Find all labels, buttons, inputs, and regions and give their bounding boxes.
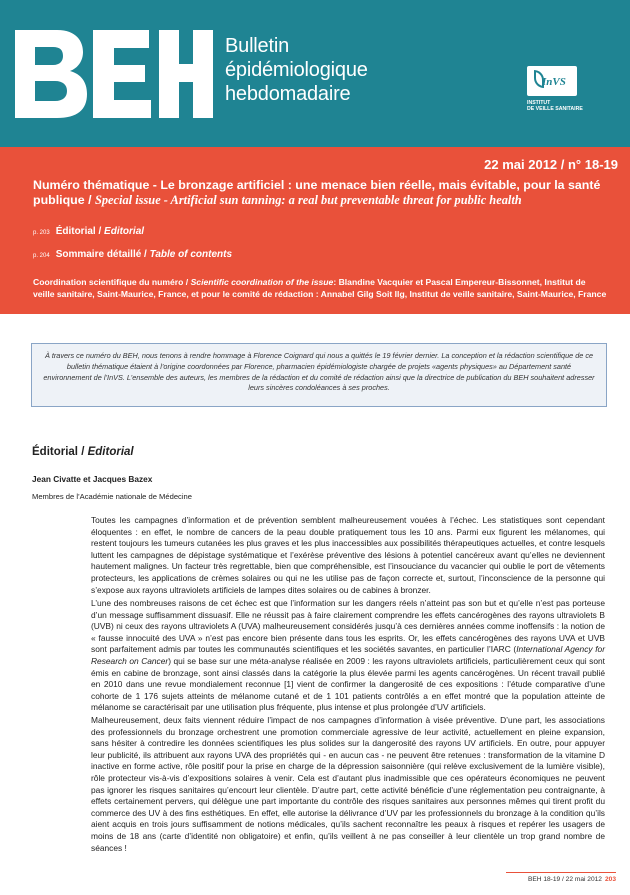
iarc-expansion: International Agency for Research on Cancer <box>91 644 605 666</box>
coord-fr-label: Coordination scientifique du numéro <box>33 277 184 287</box>
toc-item-summary[interactable]: p. 204 Sommaire détaillé / Table of contents <box>33 249 233 260</box>
toc-fr: Éditorial <box>55 226 96 237</box>
title-line-2: épidémiologique <box>225 59 368 81</box>
title-line-3: hebdomadaire <box>225 83 351 105</box>
footer-reference: BEH 18-19 / 22 mai 2012 <box>527 876 602 883</box>
coord-text: : Blandine Vacquier et Pascal Empereur-Bissonnet, Institut de veille sanitaire, Saint-Maurice, France, et pour le comité de rédaction : Annabel Gilg Soit Ilg, Institut de veille sanitaire, Saint-Maurice, France <box>33 277 607 299</box>
editorial-title-fr: Éditorial <box>32 446 79 458</box>
invs-caption-1: INSTITUT <box>527 100 551 106</box>
toc-en: Editorial <box>104 226 145 237</box>
editorial-paragraph-3: Malheureusement, deux faits viennent réduire l’impact de nos campagnes d’information à visée préventive. D’une part, les associations des professionnels du bronzage orchestrent une promotion commerciale agressive de leur activité, actuellement en pleine expansion, sans hésiter à contredire les données scientifiques les plus solides sur la dangerosité des rayons UV artificiels. En outre, pour appuyer leur publicité, ils attribuent aux rayons UVA des propriétés qui - en aucun cas - ne peuvent être retenues : transformation de la vitamine D inactive en forme active, rôle positif pour la prise en charge de la dépression saisonnière (qui relève exclusivement de la lumière visible), rôle protecteur vis-à-vis d’expositions solaires à venir. Cela est d’autant plus inadmissible que ces opérateurs économiques ne peuvent pas ignorer les risques sanitaires qu’encourt leur clientèle. D’autre part, cette activité bénéficie d’une réglementation peu contraignante, à effets certainement pervers, qui délègue une part importante du contrôle des risques sanitaires aux personnes mêmes qui tirent profit du commerce des UV à des fins esthétiques. En effet, elle autorise la délivrance d’UV par les professionnels du bronzage à la condition qu’ils aient acquis en trois jours suffisamment de notions médicales, qu’ils sachent reconnaître les peaux à risques et repérer les usagers de moins de 18 ans (carte d’identité non obligatoire) et enfin, qu’ils veillent à ne pas conseiller à leur clientèle un trop grand nombre de séances ! <box>91 715 605 853</box>
editorial-affiliation: Membres de l’Académie nationale de Médecine <box>32 492 192 501</box>
invs-logo-text: InVS <box>542 76 566 88</box>
page-footer <box>528 876 616 883</box>
editorial-paragraph-2 <box>91 598 605 714</box>
editorial-paragraph-1: Toutes les campagnes d’information et de prévention semblent malheureusement vouées à l’échec. Les statistiques sont cependant éloquentes : en effet, le nombre de cancers de la peau double pratiquement tous les 10 ans. Parmi eux figurent les mélanomes, qui restent toujours les tumeurs cutanées les plus graves et les plus inaccessibles aux possibilités thérapeutiques actuelles, et contre lesquels luttent les campagnes de dépistage systématique et l’exérèse préventive des lésions à potentiel cancéreux avant qu’elles ne deviennent hautement malignes. Un facteur très regrettable, bien que compréhensible, est l’insouciance du vacancier qui oublie le port de vêtements protecteurs, les applications de crèmes solaires ou qui ne les utilise pas de façon correcte et, surtout, l’inconscience de la personne qui s’expose aux rayons ultraviolets artificiels de lampes dites solaires ou de cabines à bronzer. <box>91 515 605 595</box>
toc-page: p. 203 <box>33 230 50 236</box>
journal-title <box>225 34 368 106</box>
toc-page: p. 204 <box>33 253 50 259</box>
toc-en: Table of contents <box>149 249 233 260</box>
title-line-1: Bulletin <box>225 35 289 57</box>
coord-en-label: Scientific coordination of the issue <box>190 277 334 287</box>
issue-theme <box>33 178 618 208</box>
masthead <box>0 0 630 147</box>
theme-separator: / <box>84 193 95 207</box>
beh-logo-icon <box>13 28 215 120</box>
issue-banner <box>0 147 630 314</box>
invs-caption-2: DE VEILLE SANITAIRE <box>527 106 583 112</box>
invs-logo <box>527 66 583 114</box>
toc-item-editorial[interactable]: p. 203 Éditorial / Editorial <box>33 226 145 237</box>
paragraph-2-part-b: ) qui se base sur une méta-analyse réalisée en 2009 : les rayons ultraviolets artificiels, particulièrement ceux qui sont émis en cabine de bronzage, sont ainsi classés dans la catégorie la plus élevée parmi les agents cancérogènes. Un récent travail publié en 2010 dans une revue mondialement reconnue [1] vient de confirmer la dangerosité de ces expositions : l’étude comparative d’une cohorte de 1 176 sujets atteints de mélanome cutané et de 1 101 patients contrôlés a en effet montré que la population atteinte de mélanome se caractérisait par une utilisation plus fréquente, plus intense et plus prolongée d’UV artificiels. <box>91 655 606 713</box>
page-number: 203 <box>604 876 616 883</box>
scientific-coordination: Coordination scientifique du numéro / Scientific coordination of the issue: Blandine Vacquier et Pascal Empereur-Bissonnet, Institut de veille sanitaire, Saint-Maurice, France, et pour le comité de rédaction : Annabel Gilg Soit Ilg, Institut de veille sanitaire, Saint-Maurice, France <box>33 277 607 299</box>
footer-rule <box>506 872 616 873</box>
paragraph-2-part-a: L’une des nombreuses raisons de cet échec est que l’information sur les dangers réels n’atteint pas son but et qu’elle n’est pas porteuse d’un message suffisamment dissuasif. Elle ne réussit pas à faire clairement comprendre les effets cancérogènes des rayons ultraviolets B (UVB) ni ceux des rayons ultraviolets A (UVA) malheureusement considérés jusqu’à ces dernières années comme inoffensifs : la notion de « fausse innocuité des UVA » n’est pas encore bien présente dans tous les esprits. Or, les effets cancérogènes des rayons UVA et UVB sont parfaitement admis par toutes les communautés scientifiques et les sociétés savantes, en particulier l’IARC ( <box>91 598 605 655</box>
toc-fr: Sommaire détaillé <box>55 249 142 260</box>
editorial-title-en: Editorial <box>87 446 134 458</box>
issue-date-number: 22 mai 2012 / n° 18-19 <box>484 157 618 172</box>
editorial-heading: Éditorial / Editorial <box>32 446 134 458</box>
tribute-box: À travers ce numéro du BEH, nous tenons à rendre hommage à Florence Coignard qui nous a quittés le 19 février dernier. La conception et la rédaction scientifique de ce bulletin thématique étaient à l’origine coordonnées par Florence, pharmacien épidémiologiste chargée de projets «agents physiques» au Département santé environnement de l’InVS. L’ensemble des auteurs, les membres de la rédaction et du comité de rédaction ainsi que la directrice de publication du BEH souhaitent adresser leurs sincères condoléances à ses proches. <box>31 343 607 407</box>
editorial-authors: Jean Civatte et Jacques Bazex <box>32 474 153 484</box>
theme-fr: Numéro thématique - Le bronzage artificiel : une menace bien réelle, mais évitable, pour la santé publique <box>33 178 601 207</box>
theme-en: Special issue - Artificial sun tanning: a real but preventable threat for public health <box>94 193 522 207</box>
invs-emblem-icon <box>527 66 577 96</box>
